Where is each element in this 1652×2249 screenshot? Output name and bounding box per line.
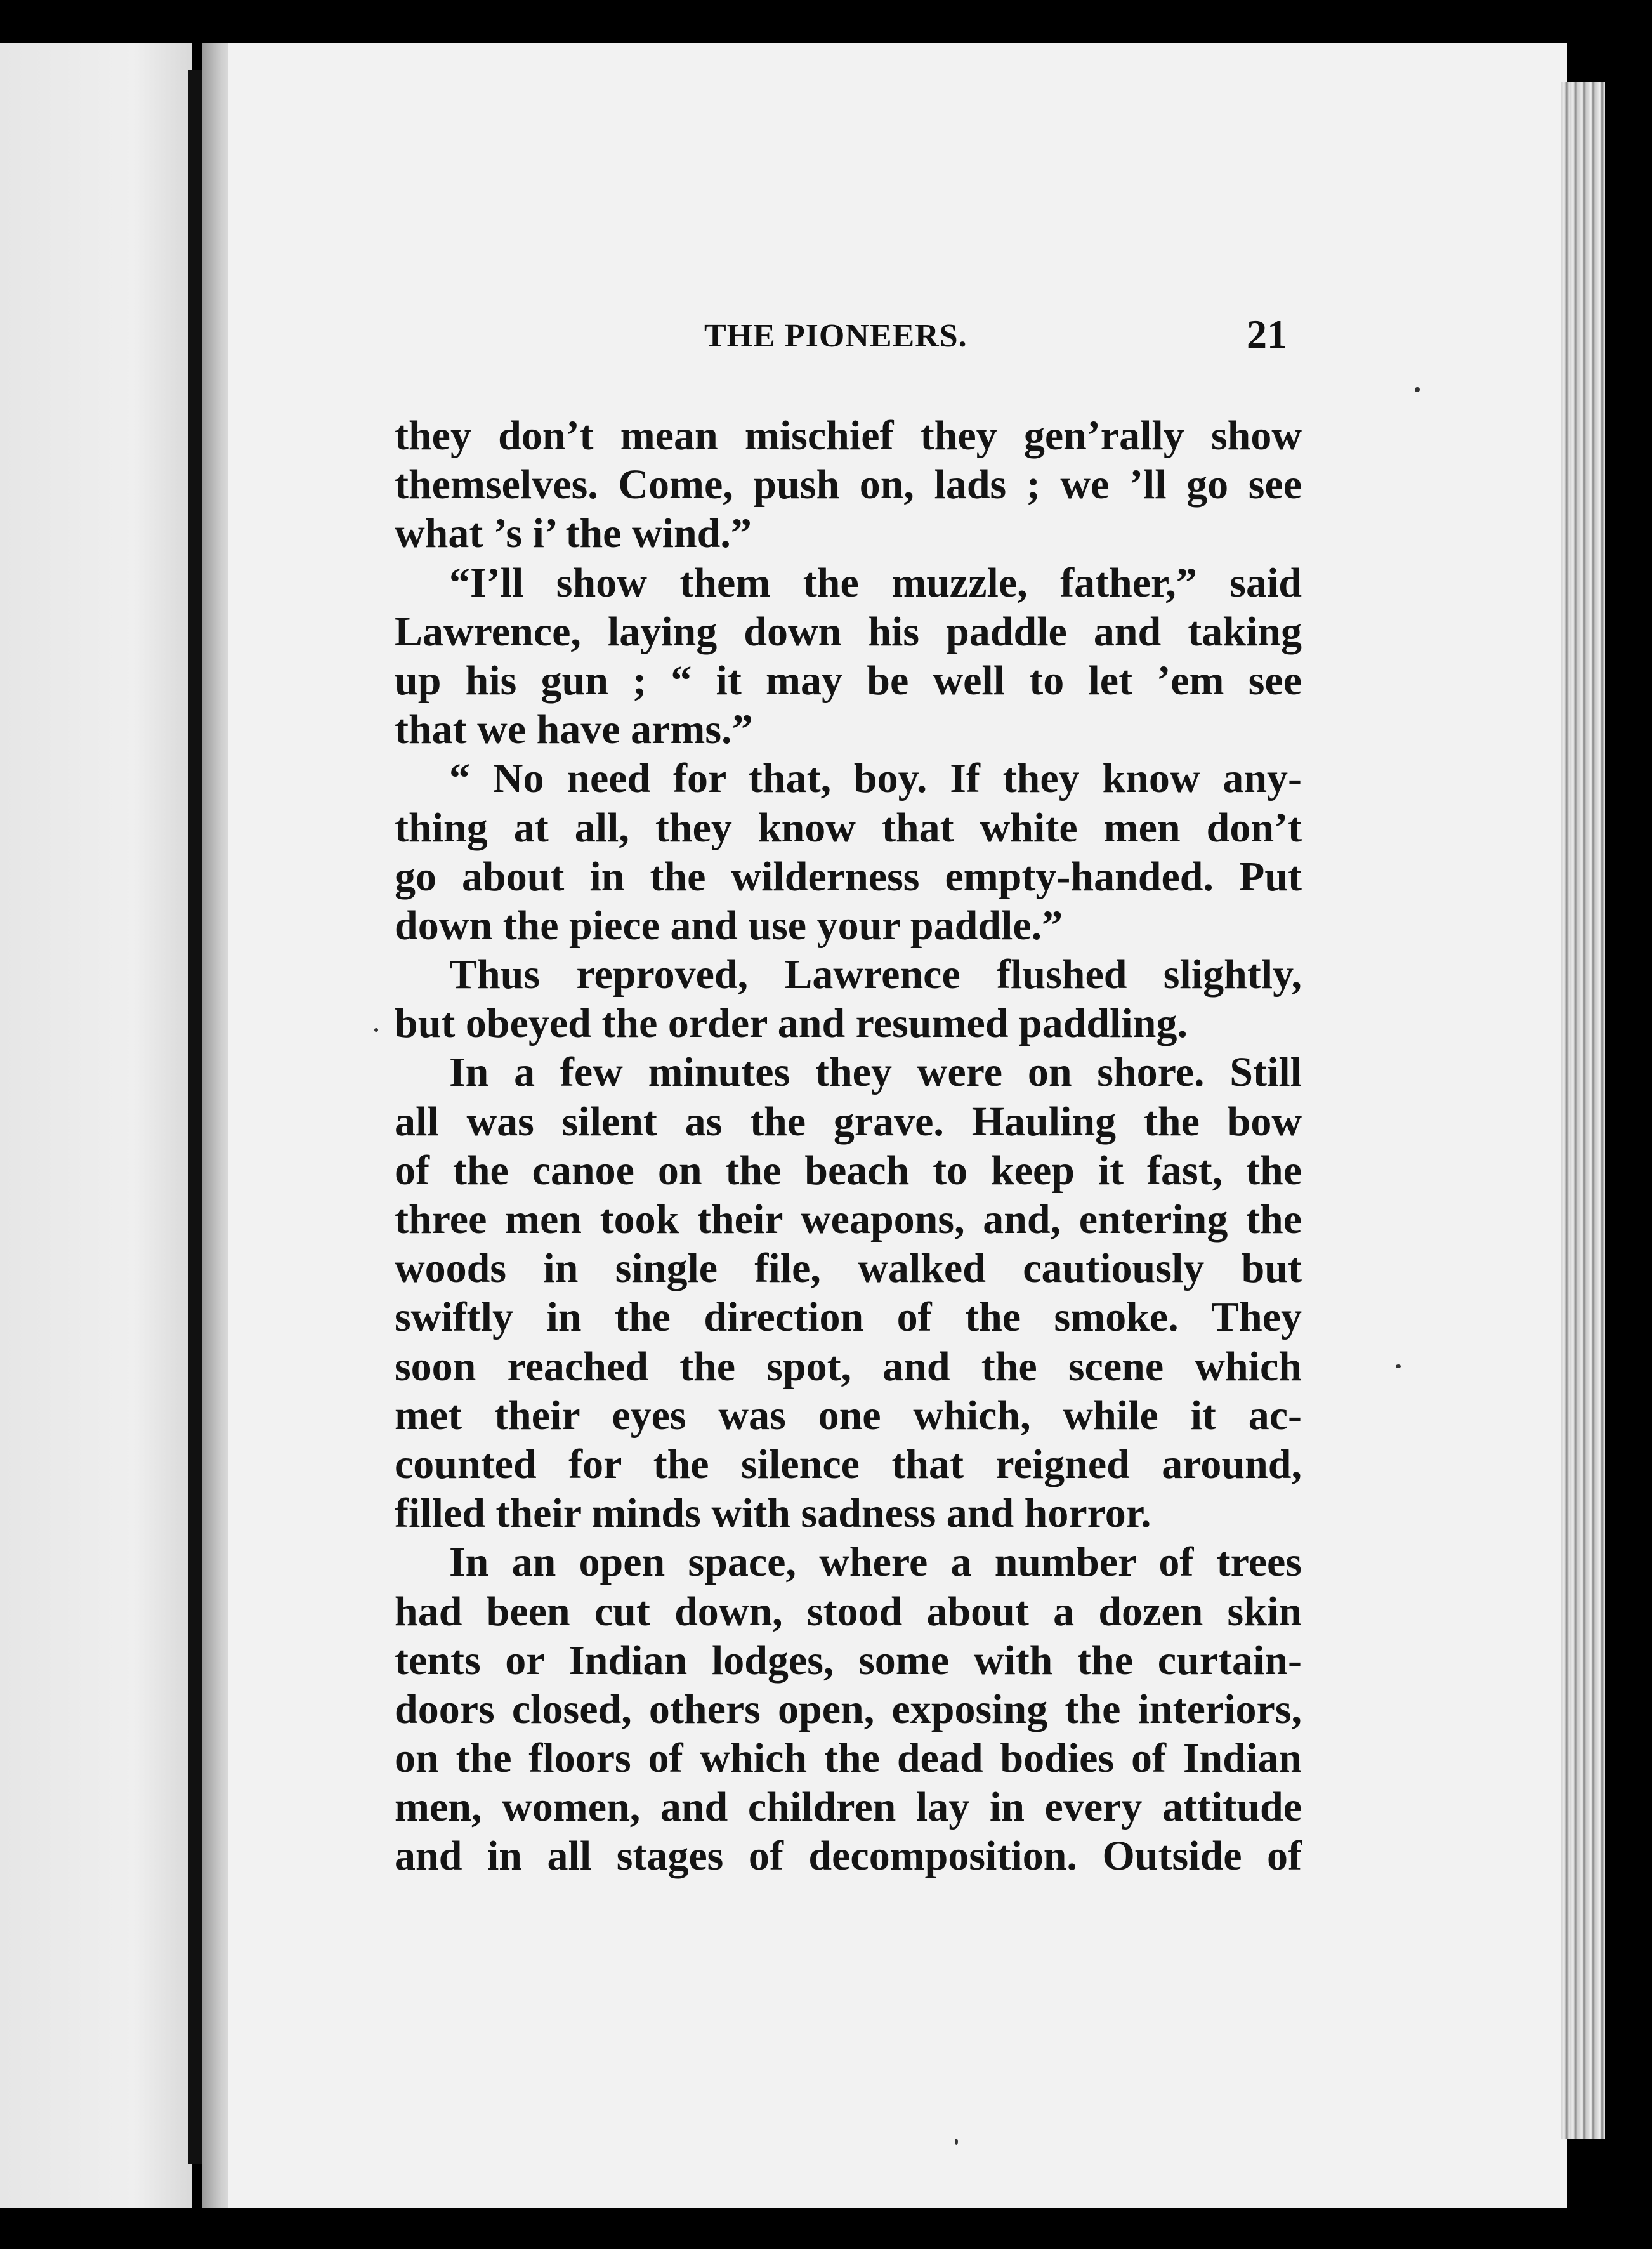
running-head: THE PIONEERS. bbox=[704, 318, 967, 354]
text-line: and in all stages of decomposition. Outside of bbox=[395, 1833, 1302, 1880]
text-line: up his gun ; “ it may be well to let ’em see bbox=[395, 657, 1302, 704]
text-line: Thus reproved, Lawrence flushed slightly, bbox=[449, 951, 1302, 998]
text-line: In a few minutes they were on shore. Still bbox=[449, 1049, 1302, 1096]
text-line: met their eyes was one which, while it ac- bbox=[395, 1392, 1302, 1439]
text-line: thing at all, they know that white men don’t bbox=[395, 804, 1302, 851]
text-line: “ No need for that, boy. If they know any- bbox=[449, 755, 1302, 802]
text-line: Lawrence, laying down his paddle and taking bbox=[395, 608, 1302, 655]
text-line: that we have arms.” bbox=[395, 706, 753, 753]
text-line: swiftly in the direction of the smoke. They bbox=[395, 1294, 1302, 1341]
text-line: go about in the wilderness empty-handed. Put bbox=[395, 853, 1302, 900]
left-page-edge bbox=[188, 70, 202, 2164]
text-line: on the floors of which the dead bodies of Indian bbox=[395, 1735, 1302, 1782]
text-line: what ’s i’ the wind.” bbox=[395, 510, 752, 557]
text-line: all was silent as the grave. Hauling the bow bbox=[395, 1098, 1302, 1145]
text-line: In an open space, where a number of trees bbox=[449, 1539, 1302, 1586]
text-line: of the canoe on the beach to keep it fast, the bbox=[395, 1147, 1302, 1194]
text-line: counted for the silence that reigned around, bbox=[395, 1441, 1302, 1487]
text-line: themselves. Come, push on, lads ; we ’ll go see bbox=[395, 461, 1302, 508]
left-facing-page bbox=[0, 43, 192, 2208]
text-line: but obeyed the order and resumed paddling. bbox=[395, 1000, 1188, 1047]
text-line: filled their minds with sadness and horror. bbox=[395, 1490, 1151, 1537]
text-line: doors closed, others open, exposing the interiors, bbox=[395, 1685, 1302, 1732]
text-line: men, women, and children lay in every attitude bbox=[395, 1784, 1302, 1831]
text-line: soon reached the spot, and the scene which bbox=[395, 1343, 1302, 1390]
body-text bbox=[395, 411, 1302, 1881]
text-line: tents or Indian lodges, some with the curtain- bbox=[395, 1637, 1302, 1684]
text-line: “I’ll show them the muzzle, father,” said bbox=[449, 559, 1302, 606]
text-line: they don’t mean mischief they gen’rally show bbox=[395, 412, 1302, 459]
text-line: woods in single file, walked cautiously but bbox=[395, 1245, 1302, 1292]
page-fore-edge bbox=[1561, 82, 1605, 2139]
text-line: had been cut down, stood about a dozen skin bbox=[395, 1588, 1302, 1635]
text-line: three men took their weapons, and, entering the bbox=[395, 1196, 1302, 1243]
page-number: 21 bbox=[1247, 312, 1287, 357]
text-line: down the piece and use your paddle.” bbox=[395, 902, 1063, 949]
